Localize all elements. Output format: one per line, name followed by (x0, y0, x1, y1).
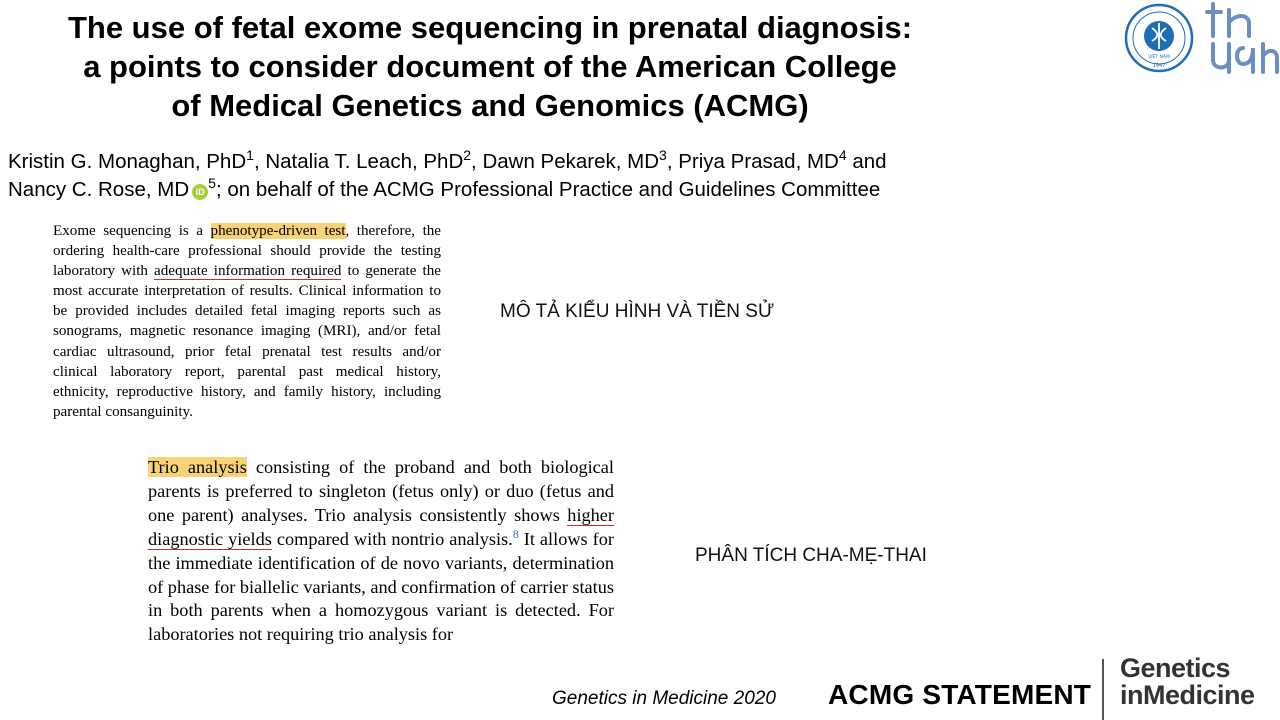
author-3: , Dawn Pekarek, MD (471, 150, 660, 173)
reference-8[interactable]: 8 (512, 526, 519, 541)
affiliation-2: 2 (463, 147, 472, 164)
affiliation-5: 5 (208, 175, 216, 192)
footer-divider (1102, 659, 1104, 720)
para2-text-2: compared with nontrio analysis. (271, 528, 513, 549)
brand-line-1: Genetics (1120, 653, 1231, 683)
author-list (8, 148, 988, 204)
author-1: Kristin G. Monaghan, PhD (8, 150, 247, 173)
highlight-trio-analysis: Trio analysis (148, 457, 247, 477)
excerpt-phenotype (53, 221, 441, 422)
document-title (0, 8, 980, 125)
university-seal-icon (1117, 3, 1201, 73)
underline-adequate-information: adequate information required (154, 263, 342, 280)
title-line-3: of Medical Genetics and Genomics (ACMG) (171, 88, 809, 123)
label-phenotype-history: MÔ TẢ KIỂU HÌNH VÀ TIỀN SỬ (500, 301, 775, 322)
author-conjunction: and (846, 150, 887, 173)
affiliation-3: 3 (659, 147, 667, 164)
statement-label: ACMG STATEMENT (828, 679, 1092, 710)
para1-text-2: , therefore, the ordering health-care professional should provide the testing laboratory with (53, 223, 442, 280)
highlight-phenotype-driven: phenotype-driven test (210, 223, 346, 239)
tyh-logo-icon (1203, 0, 1279, 76)
author-2: , Natalia T. Leach, PhD (253, 150, 464, 173)
seal-country-text: VIỆT NAM (1148, 55, 1170, 60)
para1-text-3: to generate the most accurate interpretation of results. Clinical information to be provided includes detailed fetal imaging reports such as sonograms, magnetic resonance imaging (MRI), and/or fetal cardiac ultrasound, prior fetal prenatal test results and/or clinical laboratory report, parental past medical history, ethnicity, reproductive history, and family history, including parental consanguinity. (53, 263, 441, 420)
para2-text-1: consisting of the proband and both biological parents is preferred to singleton (fetus only) or duo (fetus and one parent) analyses. Trio analysis consistently shows (148, 457, 614, 525)
underline-higher-yields: higher diagnostic yields (148, 504, 614, 549)
affiliation-1: 1 (246, 147, 254, 164)
committee-note: ; on behalf of the ACMG Professional Practice and Guidelines Committee (215, 178, 881, 201)
title-line-2: a points to consider document of the American College (83, 49, 897, 84)
journal-brand (1120, 655, 1255, 709)
brand-line-2: inMedicine (1120, 680, 1255, 710)
excerpt-trio-analysis (148, 456, 614, 647)
para1-text-1: Exome sequencing is a (53, 223, 211, 239)
author-4: , Priya Prasad, MD (666, 150, 839, 173)
affiliation-4: 4 (838, 147, 847, 164)
label-trio-analysis: PHÂN TÍCH CHA-MẸ-THAI (695, 545, 927, 566)
para2-text-3: It allows for the immediate identification of de novo variants, determination of phase for biallelic variants, and confirmation of carrier status in both parents when a homozygous variant is detected. For laboratories not requiring trio analysis for (148, 528, 614, 645)
title-line-1: The use of fetal exome sequencing in prenatal diagnosis: (67, 10, 913, 45)
seal-year-text: 1947 (1152, 63, 1166, 69)
journal-citation: Genetics in Medicine 2020 (552, 688, 776, 709)
orcid-icon[interactable]: iD (192, 184, 208, 200)
author-5: Nancy C. Rose, MD (8, 178, 190, 201)
